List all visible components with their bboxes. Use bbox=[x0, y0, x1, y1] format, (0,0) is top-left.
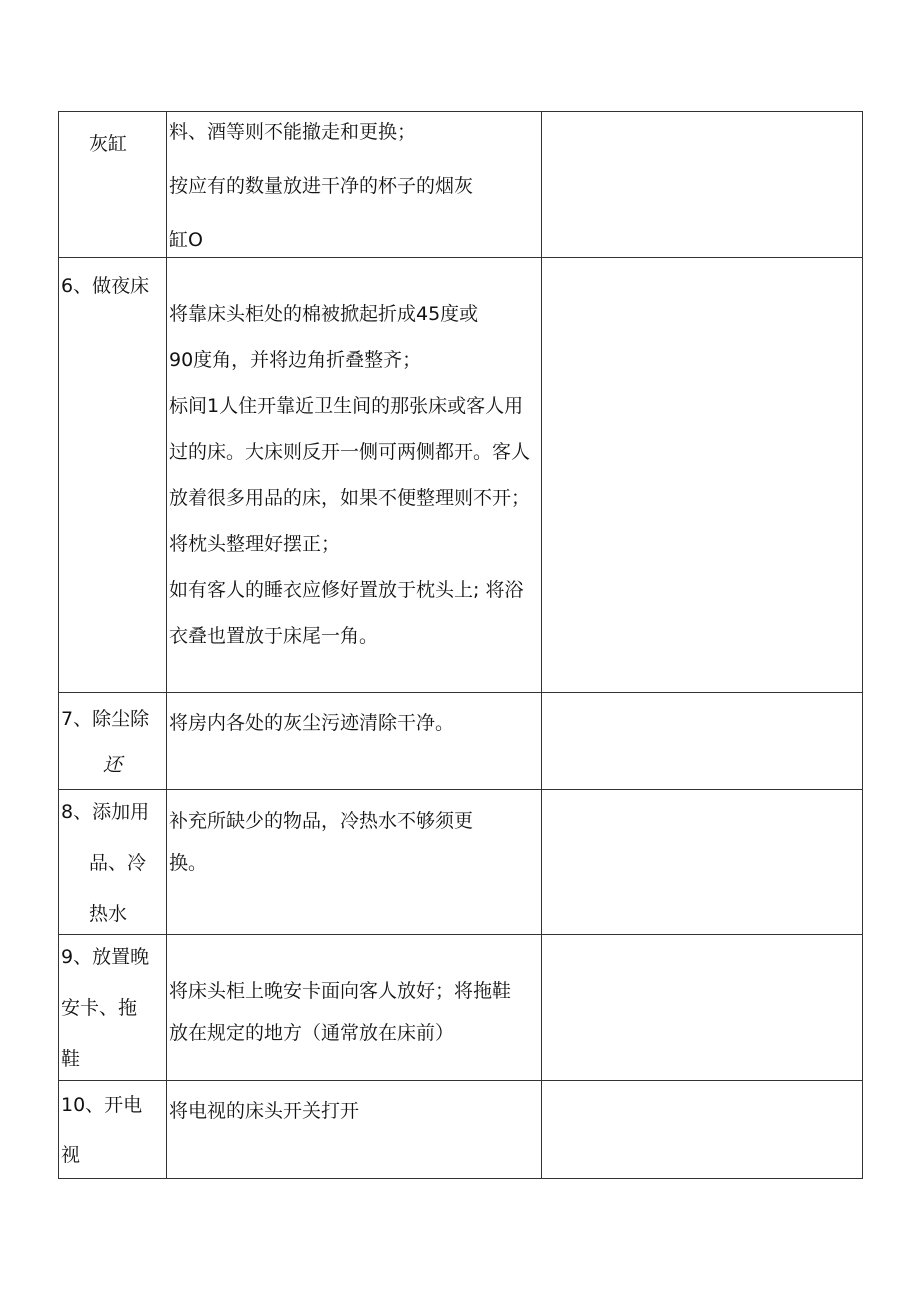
description-line: 缸O bbox=[169, 229, 203, 251]
description-line: 换。 bbox=[169, 852, 208, 874]
notes-cell bbox=[542, 935, 863, 1081]
description-cell bbox=[167, 693, 542, 790]
step-label-line: 热水 bbox=[89, 903, 128, 925]
description-line: 将电视的床头开关打开 bbox=[169, 1100, 360, 1122]
step-cell bbox=[59, 693, 167, 790]
notes-cell bbox=[542, 693, 863, 790]
step-label-line: 7、除尘除 bbox=[61, 708, 150, 730]
step-label-line: 9、放置晚 bbox=[61, 946, 150, 968]
description-line: 料、酒等则不能撤走和更换； bbox=[169, 121, 417, 143]
step-cell bbox=[59, 935, 167, 1081]
description-line: 按应有的数量放进干净的杯子的烟灰 bbox=[169, 175, 474, 197]
description-line: 放在规定的地方（通常放在床前） bbox=[169, 1022, 455, 1044]
step-label-line: 视 bbox=[61, 1144, 81, 1166]
procedure-table bbox=[58, 111, 863, 1179]
step-cell bbox=[59, 258, 167, 693]
description-cell bbox=[167, 1081, 542, 1179]
table-row bbox=[59, 790, 863, 935]
description-line: 放着很多用品的床，如果不便整理则不开； bbox=[169, 487, 531, 509]
description-line: 将房内各处的灰尘污迹清除干净。 bbox=[169, 712, 455, 734]
description-line: 将靠床头柜处的棉被掀起折成45度或 bbox=[169, 303, 479, 325]
step-label-line: 10、开电 bbox=[61, 1094, 143, 1116]
description-cell bbox=[167, 935, 542, 1081]
description-line: 过的床。大床则反开一侧可两侧都开。客人 bbox=[169, 441, 531, 463]
step-label-line: 还 bbox=[103, 754, 123, 776]
description-line: 将床头柜上晚安卡面向客人放好；将拖鞋 bbox=[169, 980, 512, 1002]
description-cell bbox=[167, 112, 542, 258]
step-label-line: 灰缸 bbox=[89, 133, 128, 155]
step-cell bbox=[59, 790, 167, 935]
step-cell bbox=[59, 1081, 167, 1179]
notes-cell bbox=[542, 790, 863, 935]
notes-cell bbox=[542, 1081, 863, 1179]
table-row bbox=[59, 935, 863, 1081]
step-label-line: 8、添加用 bbox=[61, 801, 150, 823]
step-label-line: 6、做夜床 bbox=[61, 275, 150, 297]
notes-cell bbox=[542, 112, 863, 258]
description-line: 90度角，并将边角折叠整齐； bbox=[169, 349, 422, 371]
description-line: 衣叠也置放于床尾一角。 bbox=[169, 625, 379, 647]
table-row bbox=[59, 1081, 863, 1179]
description-line: 补充所缺少的物品，冷热水不够须更 bbox=[169, 810, 474, 832]
step-label-line: 鞋 bbox=[61, 1048, 81, 1070]
table-row bbox=[59, 112, 863, 258]
description-cell bbox=[167, 790, 542, 935]
description-line: 标间1人住开靠近卫生间的那张床或客人用 bbox=[169, 395, 524, 417]
table-row bbox=[59, 693, 863, 790]
step-cell bbox=[59, 112, 167, 258]
notes-cell bbox=[542, 258, 863, 693]
description-line: 将枕头整理好摆正； bbox=[169, 533, 341, 555]
step-label-line: 安卡、拖 bbox=[61, 997, 138, 1019]
description-line: 如有客人的睡衣应修好置放于枕头上; 将浴 bbox=[169, 579, 524, 601]
table-row bbox=[59, 258, 863, 693]
step-label-line: 品、冷 bbox=[89, 852, 147, 874]
description-cell bbox=[167, 258, 542, 693]
